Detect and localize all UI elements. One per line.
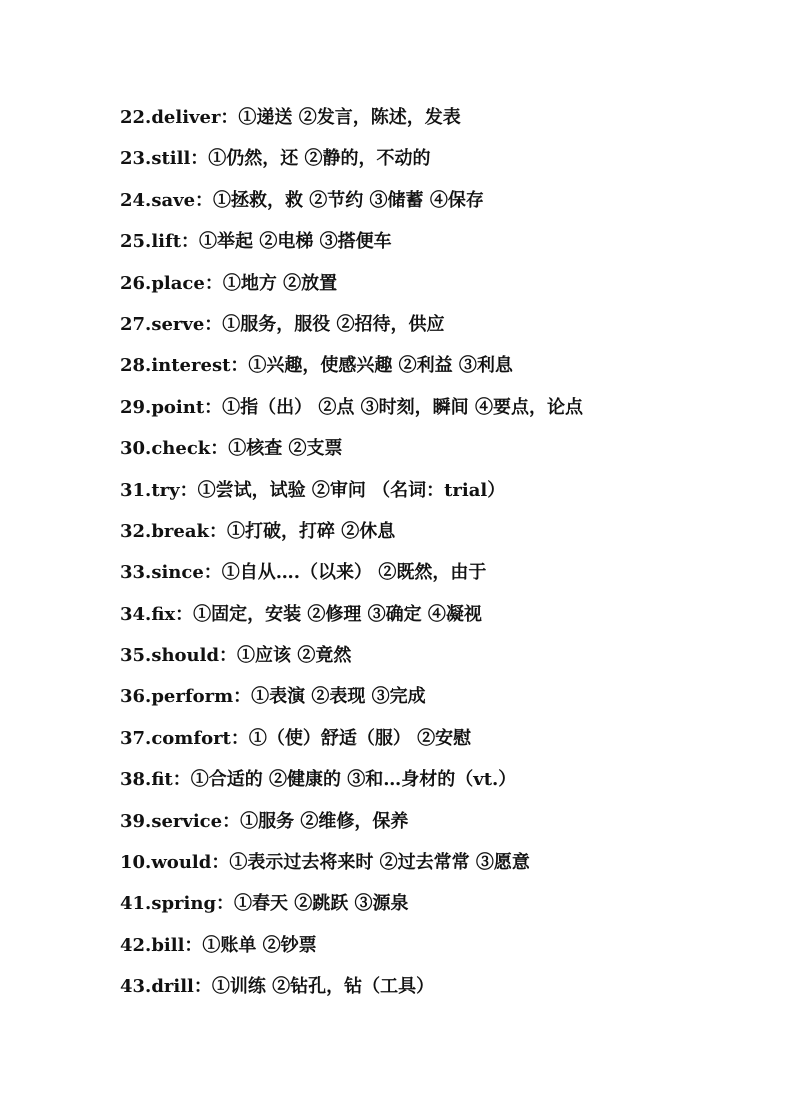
vocab-entry-drill: 43.drill：①训练 ②钻孔，钻（工具） [120, 976, 435, 998]
vocab-entry-service: 39.service：①服务 ②维修，保养 [120, 810, 409, 832]
vocab-entry-would: 10.would：①表示过去将来时 ②过去常常 ③愿意 [120, 852, 530, 874]
vocab-entry-deliver: 22.deliver：①递送 ②发言，陈述，发表 [120, 107, 461, 128]
vocab-entry-serve: 27.serve：①服务，服役 ②招待，供应 [120, 313, 445, 335]
vocabulary-list [120, 100, 760, 1011]
vocab-entry-comfort: 37.comfort：①（使）舒适（服） ②安慰 [120, 727, 472, 749]
vocab-entry-point: 29.point：①指（出） ②点 ③时刻，瞬间 ④要点，论点 [120, 396, 583, 418]
vocab-entry-lift: 25.lift：①举起 ②电梯 ③搭便车 [120, 231, 392, 253]
vocab-entry-interest: 28.interest：①兴趣，使感兴趣 ②利益 ③利息 [120, 355, 513, 377]
vocab-entry-check: 30.check：①核查 ②支票 [120, 438, 343, 460]
vocab-entry-since: 33.since：①自从….（以来） ②既然，由于 [120, 562, 487, 584]
vocab-entry-try: 31.try：①尝试，试验 ②审问 （名词：trial） [120, 479, 506, 501]
vocab-entry-save: 24.save：①拯救，救 ②节约 ③储蓄 ④保存 [120, 189, 484, 211]
vocab-entry-place: 26.place：①地方 ②放置 [120, 272, 338, 294]
vocab-entry-fit: 38.fit：①合适的 ②健康的 ③和…身材的（vt.） [120, 769, 517, 791]
vocab-entry-still: 23.still：①仍然，还 ②静的，不动的 [120, 148, 431, 170]
vocab-entry-break: 32.break：①打破，打碎 ②休息 [120, 520, 396, 542]
vocab-entry-perform: 36.perform：①表演 ②表现 ③完成 [120, 686, 426, 708]
vocab-entry-bill: 42.bill：①账单 ②钞票 [120, 934, 317, 956]
vocab-entry-spring: 41.spring：①春天 ②跳跃 ③源泉 [120, 893, 409, 915]
vocab-entry-should: 35.should：①应该 ②竟然 [120, 645, 352, 667]
vocab-entry-fix: 34.fix：①固定，安装 ②修理 ③确定 ④凝视 [120, 603, 482, 625]
